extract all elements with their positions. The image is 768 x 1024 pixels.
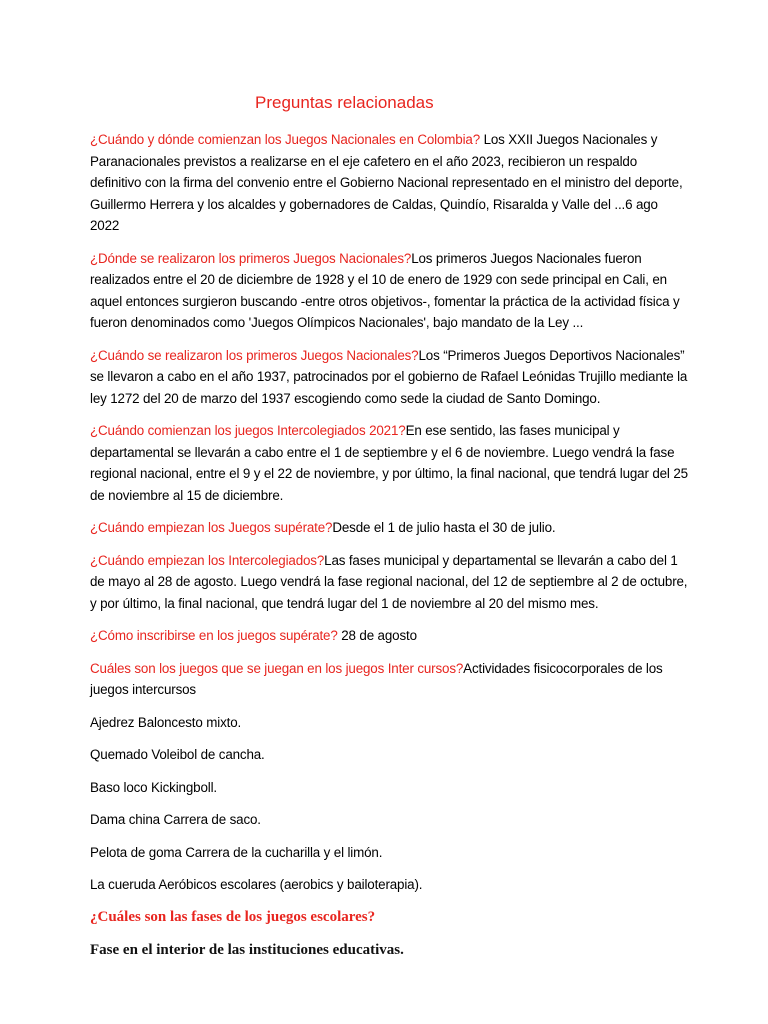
section-answer: Fase en el interior de las instituciones educativas.: [90, 941, 404, 958]
qa-item: [90, 420, 690, 506]
qa-item: [90, 550, 690, 615]
list-item: Pelota de goma Carrera de la cucharilla y el limón.: [90, 844, 383, 860]
answer-text: Los primeros Juegos Nacionales fueron realizados entre el 20 de diciembre de 1928 y el 10 de enero de 1929 con sede principal en Cali, en aquel entonces surgieron buscando -entre otros objetivos-, fomentar la práctica de la actividad física y fueron denominados como 'Juegos Olímpicos Nacionales', bajo mandato de la Ley ...: [90, 250, 680, 330]
question-text: Cuáles son los juegos que se juegan en los juegos Inter cursos?: [90, 660, 464, 676]
qa-item: [90, 129, 690, 237]
document-content: [90, 129, 690, 960]
section-question: ¿Cuáles son las fases de los juegos escolares?: [90, 908, 376, 925]
question-text: ¿Dónde se realizaron los primeros Juegos Nacionales?: [90, 250, 412, 266]
list-item: La cueruda Aeróbicos escolares (aerobics y bailoterapia).: [90, 877, 423, 892]
qa-item: [90, 345, 690, 410]
list-item: Quemado Voleibol de cancha.: [90, 747, 265, 762]
answer-text: Desde el 1 de julio hasta el 30 de julio.: [332, 520, 556, 535]
list-item: Ajedrez Baloncesto mixto.: [90, 714, 242, 730]
answer-text: Los XXII Juegos Nacionales y Paranacionales previstos a realizarse en el eje cafetero en el año 2023, recibieron un respaldo definitivo con la firma del convenio entre el Gobierno Nacional representado en el ministro del deporte, Guillermo Herrera y los alcaldes y gobernadores de Caldas, Quindío, Risaralda y Valle del ...6 ago 2022: [90, 132, 683, 233]
qa-item: [90, 248, 690, 334]
answer-text: 28 de agosto: [337, 628, 417, 643]
question-text: ¿Cuándo comienzan los juegos Intercolegiados 2021?: [90, 423, 406, 438]
page-title: Preguntas relacionadas: [255, 93, 434, 112]
question-text: ¿Cuándo empiezan los Juegos supérate?: [90, 520, 333, 535]
answer-text: Actividades fisicocorporales de los juegos intercursos: [90, 660, 663, 697]
question-text: ¿Cómo inscribirse en los juegos supérate?: [90, 628, 338, 643]
answer-text: Los “Primeros Juegos Deportivos Nacionales” se llevaron a cabo en el año 1937, patrocinados por el gobierno de Rafael Leónidas Trujillo mediante la ley 1272 del 20 de marzo del 1937 escogiendo como sede la ciudad de Santo Domingo.: [90, 347, 688, 406]
list-item: Baso loco Kickingboll.: [90, 779, 217, 795]
answer-text: En ese sentido, las fases municipal y departamental se llevarán a cabo entre el 1 de septiembre y el 6 de noviembre. Luego vendrá la fase regional nacional, entre el 9 y el 22 de noviembre, y por último, la final nacional, que tendrá lugar del 25 de noviembre al 15 de diciembre.: [90, 423, 688, 503]
question-text: ¿Cuándo empiezan los Intercolegiados?: [90, 552, 325, 568]
qa-item: [90, 517, 690, 539]
list-item: Dama china Carrera de saco.: [90, 812, 261, 827]
qa-item: [90, 658, 690, 701]
question-text: ¿Cuándo y dónde comienzan los Juegos Nacionales en Colombia?: [90, 132, 480, 147]
answer-text: Las fases municipal y departamental se llevarán a cabo del 1 de mayo al 28 de agosto. Luego vendrá la fase regional nacional, del 12 de septiembre al 2 de octubre, y por último, la final nacional, que tendrá lugar del 1 de noviembre al 20 del mismo mes.: [90, 552, 688, 611]
qa-item: [90, 625, 690, 647]
question-text: ¿Cuándo se realizaron los primeros Juegos Nacionales?: [90, 347, 419, 363]
